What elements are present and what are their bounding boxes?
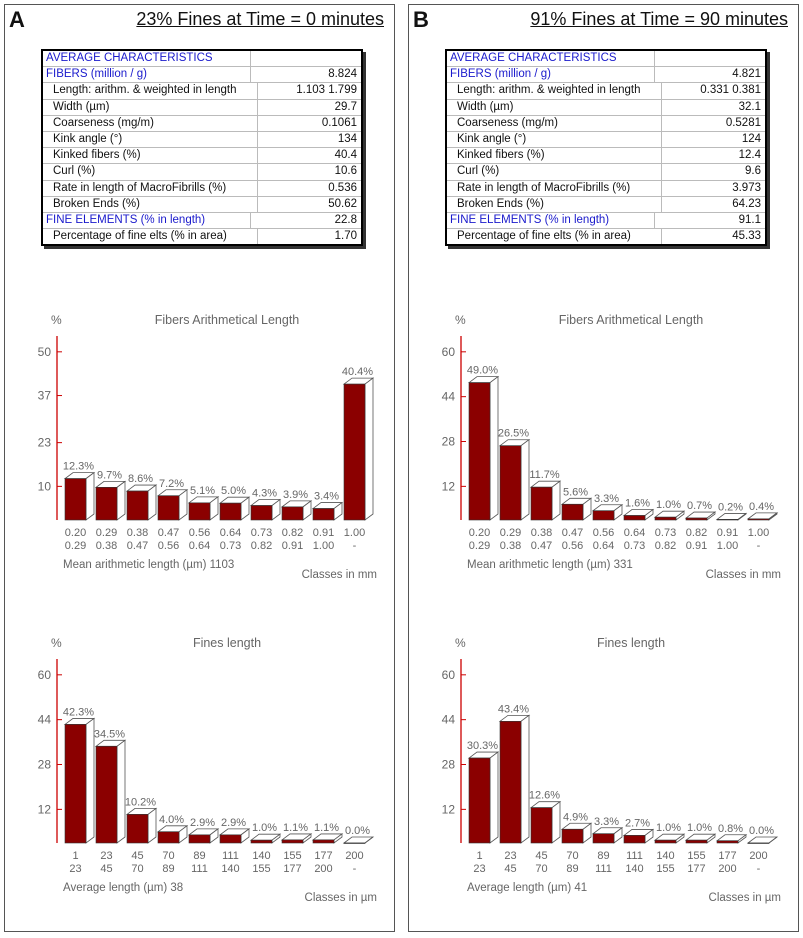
bar-side-face — [117, 481, 125, 520]
table-row — [43, 116, 361, 132]
bar — [251, 506, 272, 520]
bar — [562, 504, 583, 520]
x-axis-label: Classes in mm — [705, 569, 781, 581]
table-row-value: 64.23 — [732, 197, 761, 210]
bar-value-label: 11.7% — [529, 469, 560, 482]
table-row-label: Broken Ends (%) — [447, 197, 662, 212]
chart-note: Mean arithmetic length (µm) 331 — [467, 559, 633, 571]
x-tick-label: 89 — [193, 850, 206, 862]
x-tick-label: 23 — [100, 850, 113, 862]
table-row-value: 32.1 — [738, 100, 761, 113]
table-row-value — [655, 51, 765, 66]
bar — [282, 840, 303, 843]
x-tick-label: 89 — [597, 850, 610, 862]
bar — [593, 511, 614, 520]
x-tick-label: 0.82 — [250, 540, 273, 552]
x-tick-label: - — [352, 863, 357, 875]
table-row — [447, 229, 765, 244]
panel-letter: B — [413, 7, 429, 32]
bar — [282, 507, 303, 520]
x-tick-label: 0.73 — [219, 540, 242, 552]
bar — [313, 509, 334, 520]
table-row-label: AVERAGE CHARACTERISTICS — [447, 51, 655, 66]
table-row — [43, 148, 361, 164]
x-tick-label: 140 — [252, 850, 271, 862]
x-tick-label: 0.47 — [561, 527, 584, 539]
x-tick-label: 155 — [687, 850, 706, 862]
x-tick-label: 0.56 — [188, 527, 211, 539]
x-tick-label: 111 — [626, 850, 643, 862]
x-tick-label: 177 — [687, 863, 706, 875]
chart-note: Average length (µm) 38 — [63, 882, 184, 894]
x-tick-label: 1 — [72, 850, 79, 862]
table-row-label: FIBERS (million / g) — [43, 67, 251, 82]
x-tick-label: 0.47 — [157, 527, 180, 539]
bar-value-label: 5.6% — [562, 486, 589, 499]
x-tick-label: 177 — [718, 850, 737, 862]
x-tick-label: 89 — [162, 863, 175, 875]
x-tick-label: - — [756, 863, 761, 875]
table-row-value: 45.33 — [732, 230, 761, 243]
x-tick-label: 0.91 — [685, 540, 708, 552]
bar — [686, 840, 707, 843]
bar-value-label: 0.0% — [344, 825, 371, 837]
table-row-value: 9.6 — [745, 165, 761, 178]
bar — [562, 829, 583, 843]
y-tick-label: 44 — [441, 712, 455, 727]
bar-value-label: 49.0% — [466, 364, 499, 377]
fibers-length-chart — [409, 300, 797, 610]
y-tick-label: 10 — [37, 479, 51, 494]
x-tick-label: 0.91 — [312, 527, 335, 539]
y-tick-label: 60 — [37, 667, 51, 682]
x-tick-label: 1.00 — [716, 540, 739, 552]
table-row-label: Kink angle (°) — [447, 132, 662, 147]
x-tick-label: 0.82 — [281, 527, 304, 539]
y-axis-unit: % — [51, 636, 62, 650]
table-row-label: Kinked fibers (%) — [43, 148, 258, 163]
table-row-value: 134 — [337, 132, 357, 145]
table-row — [447, 83, 765, 99]
table-row-label: Coarseness (mg/m) — [43, 116, 258, 131]
table-row-value: 0.5281 — [725, 116, 761, 129]
x-tick-label: 45 — [504, 863, 517, 875]
bar-side-face — [552, 802, 560, 843]
table-row — [447, 51, 765, 67]
table-row — [447, 116, 765, 132]
y-axis-unit: % — [455, 313, 466, 327]
bar-value-label: 3.9% — [282, 488, 309, 501]
table-row-label: FINE ELEMENTS (% in length) — [447, 213, 655, 228]
bar-value-label: 0.8% — [717, 822, 744, 835]
x-axis-label: Classes in µm — [708, 892, 781, 904]
x-tick-label: 177 — [283, 863, 302, 875]
x-tick-label: 155 — [656, 863, 675, 875]
x-tick-label: 111 — [595, 863, 612, 875]
x-tick-label: 0.64 — [219, 527, 242, 539]
table-row-value: 3.973 — [732, 181, 761, 194]
bar — [500, 446, 521, 520]
y-tick-label: 12 — [441, 479, 455, 494]
panel-b — [408, 4, 799, 932]
characteristics-table — [41, 49, 363, 246]
bar-value-label: 26.5% — [497, 427, 530, 440]
bar-value-label: 34.5% — [93, 728, 126, 741]
bar — [531, 487, 552, 520]
x-tick-label: 200 — [345, 850, 364, 862]
x-tick-label: 155 — [283, 850, 302, 862]
table-row — [43, 83, 361, 99]
table-row — [447, 197, 765, 213]
bar-side-face — [552, 481, 560, 520]
table-row-label: Broken Ends (%) — [43, 197, 258, 212]
x-tick-label: 0.82 — [654, 540, 677, 552]
table-row — [43, 132, 361, 148]
bar — [220, 835, 241, 843]
x-tick-label: 140 — [221, 863, 240, 875]
bar-value-label: 9.7% — [96, 469, 123, 482]
bar-value-label: 0.7% — [686, 500, 713, 513]
x-tick-label: 0.64 — [623, 527, 646, 539]
table-row — [447, 132, 765, 148]
y-tick-label: 50 — [37, 344, 51, 359]
table-row-value: 40.4 — [334, 149, 357, 162]
bar — [624, 516, 645, 520]
x-tick-label: 0.29 — [95, 527, 118, 539]
x-tick-label: 200 — [749, 850, 768, 862]
bar-value-label: 1.6% — [624, 497, 651, 510]
x-tick-label: 0.64 — [592, 540, 615, 552]
y-tick-label: 37 — [37, 388, 51, 403]
x-tick-label: 0.38 — [95, 540, 118, 552]
bar-value-label: 0.4% — [748, 500, 775, 513]
x-tick-label: 0.29 — [468, 540, 491, 552]
bar-value-label: 1.0% — [251, 822, 278, 835]
x-tick-label: 0.73 — [623, 540, 646, 552]
bar-value-label: 10.2% — [124, 796, 157, 809]
table-row-value: 91.1 — [738, 213, 761, 226]
table-row-label: Length: arithm. & weighted in length — [43, 83, 258, 98]
chart-title: Fines length — [596, 636, 666, 650]
x-tick-label: 23 — [69, 863, 82, 875]
panel-title: 23% Fines at Time = 0 minutes — [136, 9, 384, 29]
bar-side-face — [365, 378, 373, 520]
x-tick-label: 0.38 — [530, 527, 553, 539]
x-tick-label: 140 — [656, 850, 675, 862]
bar — [189, 835, 210, 843]
x-tick-label: 111 — [191, 863, 208, 875]
x-tick-label: 0.91 — [716, 527, 739, 539]
table-row-value: 10.6 — [334, 165, 357, 178]
bar-side-face — [521, 440, 529, 520]
bar — [531, 808, 552, 843]
bar-value-label: 1.0% — [655, 822, 682, 835]
characteristics-table — [445, 49, 767, 246]
table-row — [43, 181, 361, 197]
x-tick-label: 23 — [473, 863, 486, 875]
bar-side-face — [86, 718, 94, 843]
y-axis-unit: % — [51, 313, 62, 327]
bar — [469, 383, 490, 520]
bar-side-face — [521, 715, 529, 843]
y-tick-label: 28 — [441, 434, 455, 449]
table-row — [43, 213, 361, 229]
y-tick-label: 12 — [37, 802, 51, 817]
bar-value-label: 40.4% — [341, 366, 374, 379]
table-row — [447, 181, 765, 197]
bar-value-label: 8.6% — [127, 473, 154, 486]
x-tick-label: 177 — [314, 850, 333, 862]
x-tick-label: 0.29 — [64, 540, 87, 552]
table-row — [447, 148, 765, 164]
x-tick-label: 0.64 — [188, 540, 211, 552]
table-row-value: 29.7 — [334, 100, 357, 113]
bar — [158, 496, 179, 520]
x-tick-label: 200 — [314, 863, 333, 875]
panel-letter: A — [9, 7, 25, 32]
chart-note: Mean arithmetic length (µm) 1103 — [63, 559, 235, 571]
table-row-label: FINE ELEMENTS (% in length) — [43, 213, 251, 228]
bar — [220, 503, 241, 520]
bar-value-label: 5.1% — [189, 484, 216, 497]
table-row-value: 4.821 — [732, 68, 761, 81]
bar-side-face — [148, 808, 156, 843]
x-tick-label: 0.82 — [685, 527, 708, 539]
x-tick-label: 1 — [476, 850, 483, 862]
table-row-label: Length: arithm. & weighted in length — [447, 83, 662, 98]
x-axis-label: Classes in µm — [304, 892, 377, 904]
bar — [593, 834, 614, 843]
bar — [717, 841, 738, 843]
bar-value-label: 43.4% — [497, 703, 530, 716]
x-tick-label: 70 — [535, 863, 548, 875]
bar-value-label: 0.2% — [717, 501, 744, 514]
table-row-value: 22.8 — [334, 213, 357, 226]
bar — [96, 487, 117, 520]
panel-title: 91% Fines at Time = 90 minutes — [530, 9, 788, 29]
bar — [655, 840, 676, 843]
bar — [748, 843, 769, 844]
bar-value-label: 7.2% — [158, 477, 185, 490]
bar — [344, 384, 365, 520]
x-tick-label: 111 — [222, 850, 239, 862]
bar-value-label: 5.0% — [220, 485, 247, 498]
table-row-label: Rate in length of MacroFibrills (%) — [447, 181, 662, 196]
x-tick-label: 0.56 — [561, 540, 584, 552]
x-tick-label: 23 — [504, 850, 517, 862]
table-row-label: Width (µm) — [43, 100, 258, 115]
x-tick-label: 0.20 — [468, 527, 491, 539]
bar-value-label: 30.3% — [466, 740, 499, 753]
table-row-value: 8.824 — [328, 68, 357, 81]
y-tick-label: 23 — [37, 435, 51, 450]
table-row-label: Kinked fibers (%) — [447, 148, 662, 163]
table-row-label: Width (µm) — [447, 100, 662, 115]
table-row — [43, 67, 361, 83]
table-row-label: Curl (%) — [447, 164, 662, 179]
x-tick-label: 70 — [162, 850, 175, 862]
table-row — [43, 229, 361, 244]
x-axis-label: Classes in mm — [301, 569, 377, 581]
y-tick-label: 28 — [441, 757, 455, 772]
bar — [686, 518, 707, 520]
bar-side-face — [490, 377, 498, 520]
bar — [624, 835, 645, 843]
x-tick-label: 0.73 — [654, 527, 677, 539]
table-row — [43, 51, 361, 67]
table-row-label: FIBERS (million / g) — [447, 67, 655, 82]
bar-side-face — [86, 473, 94, 520]
table-row-value: 0.331 0.381 — [700, 84, 761, 97]
y-tick-label: 44 — [37, 712, 51, 727]
table-row-value: 124 — [741, 132, 761, 145]
x-tick-label: 70 — [131, 863, 144, 875]
x-tick-label: 1.00 — [747, 527, 770, 539]
bar-value-label: 12.3% — [62, 460, 95, 473]
bar — [251, 840, 272, 843]
bar-side-face — [490, 752, 498, 843]
y-tick-label: 60 — [441, 667, 455, 682]
x-tick-label: 200 — [718, 863, 737, 875]
bar-value-label: 2.9% — [189, 816, 216, 829]
bar-value-label: 0.0% — [748, 825, 775, 837]
table-row — [447, 164, 765, 180]
x-tick-label: - — [352, 540, 357, 552]
y-tick-label: 28 — [37, 757, 51, 772]
table-row-value — [251, 51, 361, 66]
y-tick-label: 12 — [441, 802, 455, 817]
x-tick-label: 45 — [131, 850, 144, 862]
table-row-label: AVERAGE CHARACTERISTICS — [43, 51, 251, 66]
y-axis-unit: % — [455, 636, 466, 650]
chart-title: Fibers Arithmetical Length — [154, 313, 300, 327]
bar-side-face — [148, 485, 156, 520]
table-row-value: 0.536 — [328, 181, 357, 194]
x-tick-label: 89 — [566, 863, 579, 875]
x-tick-label: 45 — [535, 850, 548, 862]
table-row — [43, 164, 361, 180]
table-row — [447, 67, 765, 83]
bar — [96, 746, 117, 843]
x-tick-label: 1.00 — [312, 540, 335, 552]
x-tick-label: 0.29 — [499, 527, 522, 539]
table-row-value: 0.1061 — [321, 116, 357, 129]
bar-value-label: 4.3% — [251, 487, 278, 500]
table-row — [447, 100, 765, 116]
table-row-label: Percentage of fine elts (% in area) — [43, 229, 258, 244]
y-tick-label: 60 — [441, 344, 455, 359]
bar — [344, 843, 365, 844]
table-row-label: Rate in length of MacroFibrills (%) — [43, 181, 258, 196]
bar — [158, 832, 179, 843]
x-tick-label: 1.00 — [343, 527, 366, 539]
bar-side-face — [117, 740, 125, 843]
x-tick-label: 0.91 — [281, 540, 304, 552]
bar-value-label: 42.3% — [62, 706, 95, 719]
table-row — [447, 213, 765, 229]
bar-value-label: 1.1% — [313, 821, 340, 834]
bar — [127, 814, 148, 843]
bar — [65, 724, 86, 843]
table-row — [43, 100, 361, 116]
panel-a — [4, 4, 395, 932]
table-row-label: Kink angle (°) — [43, 132, 258, 147]
x-tick-label: 0.20 — [64, 527, 87, 539]
fines-length-chart — [409, 623, 797, 923]
x-tick-label: 0.38 — [126, 527, 149, 539]
chart-note: Average length (µm) 41 — [467, 882, 588, 894]
fibers-length-chart — [5, 300, 393, 610]
x-tick-label: 0.38 — [499, 540, 522, 552]
bar — [717, 519, 738, 520]
bar-value-label: 12.6% — [528, 789, 561, 802]
bar-value-label: 1.0% — [686, 822, 713, 835]
x-tick-label: 0.56 — [592, 527, 615, 539]
x-tick-label: 0.47 — [530, 540, 553, 552]
bar-value-label: 4.9% — [562, 811, 589, 824]
x-tick-label: 0.47 — [126, 540, 149, 552]
bar-value-label: 3.4% — [313, 490, 340, 503]
bar — [655, 517, 676, 520]
fines-length-chart — [5, 623, 393, 923]
x-tick-label: 155 — [252, 863, 271, 875]
y-tick-label: 44 — [441, 389, 455, 404]
bar-value-label: 1.1% — [282, 821, 309, 834]
table-row-value: 12.4 — [738, 149, 761, 162]
bar — [748, 519, 769, 520]
table-row-label: Coarseness (mg/m) — [447, 116, 662, 131]
x-tick-label: 0.56 — [157, 540, 180, 552]
table-row-value: 1.103 1.799 — [296, 84, 357, 97]
table-row-label: Curl (%) — [43, 164, 258, 179]
x-tick-label: 70 — [566, 850, 579, 862]
bar-value-label: 2.9% — [220, 816, 247, 829]
chart-title: Fibers Arithmetical Length — [558, 313, 704, 327]
bar — [127, 491, 148, 520]
chart-title: Fines length — [192, 636, 262, 650]
table-row — [43, 197, 361, 213]
table-row-value: 50.62 — [328, 197, 357, 210]
bar-value-label: 4.0% — [158, 813, 185, 826]
x-tick-label: 45 — [100, 863, 113, 875]
bar — [500, 721, 521, 843]
x-tick-label: 0.73 — [250, 527, 273, 539]
bar-value-label: 3.3% — [593, 492, 620, 505]
bar — [313, 840, 334, 843]
table-row-value: 1.70 — [334, 230, 357, 243]
bar-value-label: 1.0% — [655, 499, 682, 512]
bar — [469, 758, 490, 843]
bar — [189, 503, 210, 520]
bar — [65, 479, 86, 520]
bar-value-label: 2.7% — [624, 817, 651, 830]
table-row-label: Percentage of fine elts (% in area) — [447, 229, 662, 244]
x-tick-label: 140 — [625, 863, 644, 875]
x-tick-label: - — [756, 540, 761, 552]
bar-value-label: 3.3% — [593, 815, 620, 828]
